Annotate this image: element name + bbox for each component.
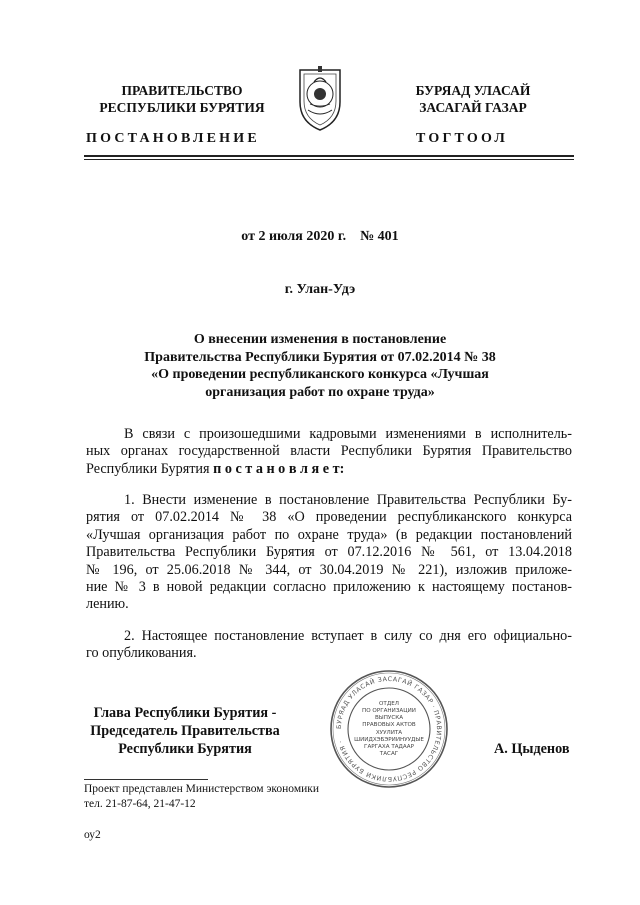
title-line: Правительства Республики Бурятия от 07.02.2014 № 38 — [144, 349, 496, 365]
coat-of-arms-emblem-icon — [294, 64, 346, 134]
clause-2-paragraph — [86, 628, 572, 663]
doc-type-buryat: ТОГТООЛ — [416, 131, 509, 146]
header-divider-thin — [84, 159, 574, 160]
doc-type-russian: ПОСТАНОВЛЕНИЕ — [86, 131, 260, 146]
government-name-buryat — [380, 82, 566, 116]
document-title — [0, 331, 640, 401]
preamble-line: В связи с произошедшими кадровыми изменениями в исполнитель- — [124, 426, 572, 442]
stamp-line: ШИИДХЭБЭРИИНУУДЫЕ — [354, 737, 424, 743]
stamp-line: ПО ОРГАНИЗАЦИИ — [362, 708, 416, 714]
signatory-line: Республики Бурятия — [118, 741, 252, 757]
official-seal-stamp — [328, 668, 450, 790]
preamble-last-line — [86, 461, 572, 478]
clause-1-line: лению. — [86, 596, 129, 613]
footer-prepared-by: Проект представлен Министерством экономики — [84, 783, 320, 795]
footer-divider — [84, 779, 208, 780]
footer-note — [84, 782, 319, 812]
clause-1-paragraph — [86, 492, 572, 614]
stamp-line: ПРАВОВЫХ АКТОВ — [362, 722, 416, 728]
stamp-line: ГАРГАХА ТАДААР — [364, 744, 414, 750]
stamp-line: ХУУЛИТА — [375, 730, 403, 736]
stamp-ring-text: БУРЯАД УЛАСАЙ ЗАСАГАЙ ГАЗАР · ПРАВИТЕЛЬСТВО РЕСПУБЛИКИ БУРЯТИЯ · — [335, 675, 443, 783]
resolves-word: п о с т а н о в л я е т: — [213, 460, 345, 477]
preamble-paragraph — [86, 426, 572, 478]
clause-1-line: 1. Внести изменение в постановление Правительства Республики Бу- — [124, 492, 572, 508]
government-name-russian — [84, 82, 280, 116]
preamble-line: ных органах государственной власти Республики Бурятия Правительство — [86, 443, 572, 460]
header-right-line2: ЗАСАГАЙ ГАЗАР — [419, 100, 527, 115]
header-divider-thick — [84, 155, 574, 157]
clause-2-line: 2. Настоящее постановление вступает в силу со дня его официально- — [124, 628, 572, 644]
signatory-name: А. Цыденов — [494, 741, 570, 757]
footer-code: оу2 — [84, 829, 101, 841]
document-city: г. Улан-Удэ — [284, 282, 356, 297]
document-date-number: от 2 июля 2020 г. № 401 — [241, 229, 399, 244]
clause-1-line: ние № 3 в новой редакции согласно приложению к настоящему постанов- — [86, 579, 572, 596]
title-line: О внесении изменения в постановление — [193, 332, 447, 347]
stamp-line: ОТДЕЛ — [379, 701, 399, 707]
signatory-line: Глава Республики Бурятия - — [93, 705, 277, 721]
header-left-line2: РЕСПУБЛИКИ БУРЯТИЯ — [99, 100, 265, 115]
footer-phone: тел. 21-87-64, 21-47-12 — [84, 798, 196, 810]
header-left-line1: ПРАВИТЕЛЬСТВО — [121, 83, 243, 98]
clause-1-line: «Лучшая организация работ по охране труда» (в редакции постановлений — [86, 526, 572, 543]
clause-1-line: рятия от 07.02.2014 № 38 «О проведении республиканского конкурса — [86, 509, 572, 526]
svg-text:БУРЯАД УЛАСАЙ ЗАСАГАЙ ГАЗАР · — [336, 676, 442, 782]
stamp-line: ТАСАГ — [379, 751, 399, 757]
title-line: организация работ по охране труда» — [205, 384, 435, 400]
header-right-line1: БУРЯАД УЛАСАЙ — [415, 83, 531, 98]
title-line: «О проведении республиканского конкурса «Лучшая — [151, 367, 489, 382]
clause-2-line: го опубликования. — [86, 645, 197, 662]
clause-1-line: № 196, от 25.06.2018 № 344, от 30.04.2019 № 221), изложив приложе- — [86, 561, 572, 578]
signatory-title — [80, 704, 290, 758]
preamble-prefix: Республики Бурятия — [86, 460, 214, 477]
clause-1-line: Правительства Республики Бурятия от 07.12.2016 № 561, от 13.04.2018 — [86, 544, 572, 561]
signatory-line: Председатель Правительства — [90, 723, 280, 739]
stamp-line: ВЫПУСКА — [374, 715, 404, 721]
